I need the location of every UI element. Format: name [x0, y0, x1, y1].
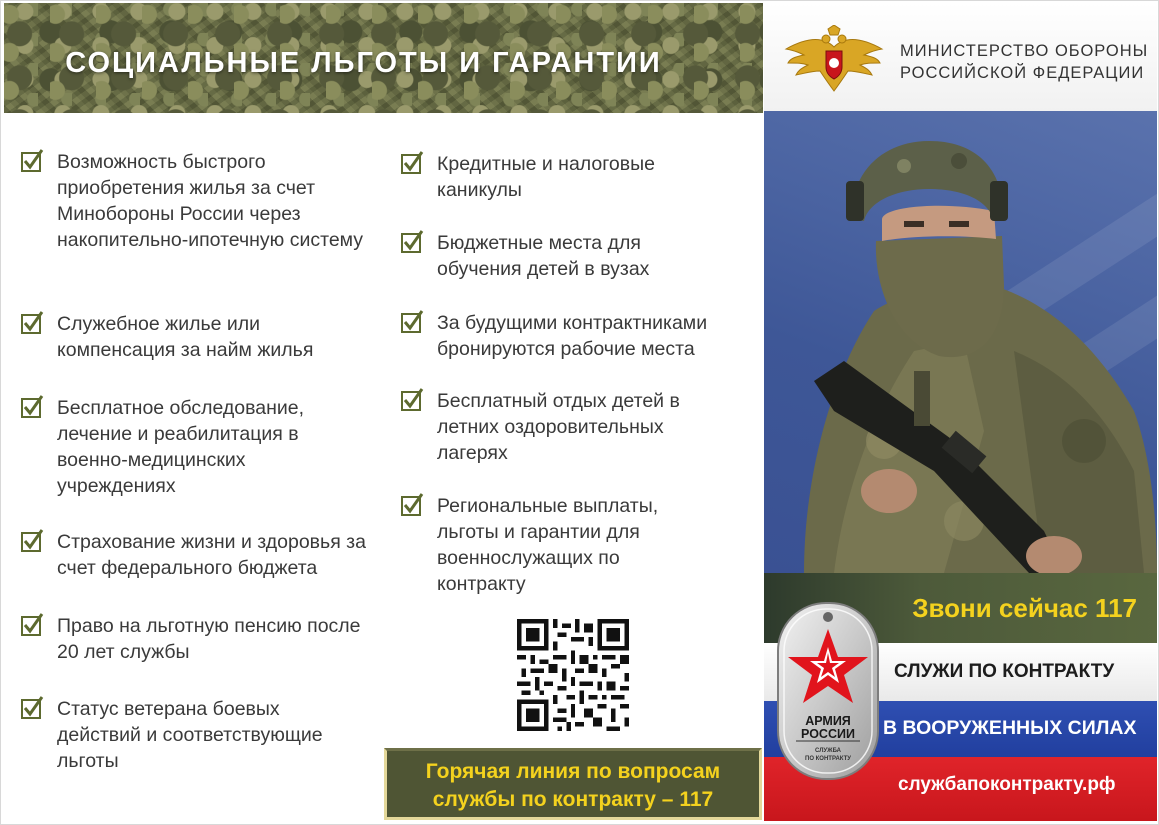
checkbox-checked-icon — [401, 493, 424, 517]
qr-code[interactable] — [517, 619, 629, 731]
benefit-item — [401, 493, 751, 597]
benefit-item — [401, 230, 751, 282]
soldier-illustration — [764, 111, 1157, 573]
double-headed-eagle-icon — [782, 25, 886, 97]
army-label-line2: РОССИИ — [801, 727, 855, 741]
serve-contract-text: СЛУЖИ ПО КОНТРАКТУ — [894, 661, 1115, 682]
hotline-banner — [384, 748, 762, 820]
benefit-text: За будущими контрактниками бронируются рабочие места — [437, 312, 708, 360]
benefit-text: Статус ветерана боевых действий и соответствующие льготы — [57, 698, 323, 772]
service-label-line2: ПО КОНТРАКТУ — [805, 756, 851, 762]
benefit-text: Страхование жизни и здоровья за счет федерального бюджета — [57, 531, 366, 579]
checkbox-checked-icon — [21, 395, 44, 419]
ministry-name-line2: РОССИЙСКОЙ ФЕДЕРАЦИИ — [900, 64, 1145, 82]
checkbox-checked-icon — [21, 613, 44, 637]
benefit-item — [401, 310, 756, 362]
hotline-line1: Горячая линия по вопросам — [425, 760, 721, 783]
checkbox-checked-icon — [21, 696, 44, 720]
benefit-item — [21, 149, 366, 253]
checkbox-checked-icon — [401, 388, 424, 412]
benefit-item — [401, 388, 751, 466]
checkbox-checked-icon — [401, 151, 424, 175]
benefit-text: Право на льготную пенсию после 20 лет службы — [57, 615, 361, 663]
camo-header-banner — [4, 3, 763, 113]
benefit-item — [21, 613, 366, 665]
contract-service-label — [774, 747, 882, 763]
checkbox-checked-icon — [21, 149, 44, 173]
army-label-line1: АРМИЯ — [805, 714, 851, 728]
benefit-item — [21, 529, 383, 581]
benefit-item — [401, 151, 751, 203]
checkbox-checked-icon — [21, 311, 44, 335]
soldier-photo — [764, 111, 1157, 573]
checkbox-checked-icon — [21, 529, 44, 553]
benefit-item — [21, 395, 366, 499]
benefit-text: Возможность быстрого приобретения жилья за счет Минобороны России через накопительно-ипотечную систему — [57, 151, 364, 251]
ministry-block — [764, 3, 1157, 111]
checkbox-checked-icon — [401, 310, 424, 334]
page-title: СОЦИАЛЬНЫЕ ЛЬГОТЫ И ГАРАНТИИ — [65, 47, 662, 79]
benefit-item — [21, 696, 366, 774]
benefit-text: Служебное жилье или компенсация за найм жилья — [57, 313, 314, 361]
call-now-text: Звони сейчас 117 — [912, 593, 1137, 623]
army-russia-label — [774, 715, 882, 741]
ministry-name-line1: МИНИСТЕРСТВО ОБОРОНЫ — [900, 42, 1149, 60]
benefit-item — [21, 311, 366, 363]
benefit-text: Бюджетные места для обучения детей в вузах — [437, 232, 650, 280]
benefit-text: Кредитные и налоговые каникулы — [437, 153, 655, 201]
benefit-text: Бесплатное обследование, лечение и реабилитация в военно-медицинских учреждениях — [57, 397, 305, 497]
benefit-text: Региональные выплаты, льготы и гарантии для военнослужащих по контракту — [437, 495, 659, 595]
service-label-line1: СЛУЖБА — [815, 748, 841, 754]
hotline-line2: службы по контракту – 117 — [432, 788, 714, 811]
website-link[interactable]: службапоконтракту.рф — [898, 774, 1116, 795]
benefit-text: Бесплатный отдых детей в летних оздоровительных лагерях — [437, 390, 680, 464]
checkbox-checked-icon — [401, 230, 424, 254]
armed-forces-text: В ВООРУЖЕННЫХ СИЛАХ — [883, 717, 1137, 739]
